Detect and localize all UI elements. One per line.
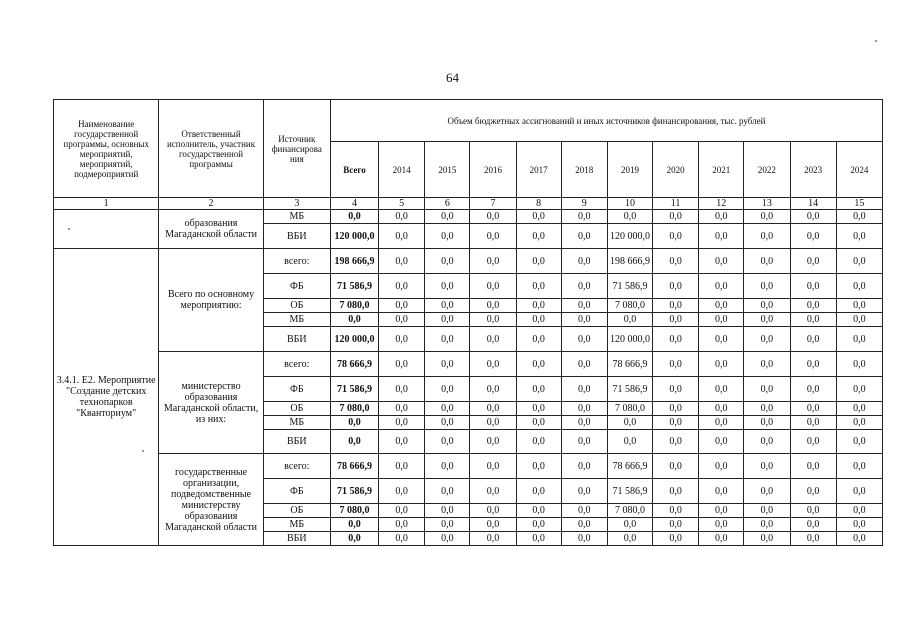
column-number: 11 [653, 198, 699, 210]
year-value-cell: 0,0 [653, 377, 699, 402]
funding-source-cell: ВБИ [263, 224, 330, 249]
total-value-cell: 78 666,9 [330, 454, 378, 479]
year-value-cell: 0,0 [836, 402, 882, 416]
year-value-cell: 0,0 [516, 402, 561, 416]
year-value-cell: 0,0 [790, 313, 836, 327]
year-value-cell: 0,0 [470, 454, 516, 479]
year-value-cell: 0,0 [561, 377, 607, 402]
year-value-cell: 0,0 [379, 454, 425, 479]
column-number: 9 [561, 198, 607, 210]
year-value-cell: 0,0 [470, 299, 516, 313]
year-value-cell: 0,0 [379, 479, 425, 504]
year-value-cell: 0,0 [561, 479, 607, 504]
year-value-cell: 0,0 [790, 299, 836, 313]
year-value-cell: 0,0 [744, 518, 790, 532]
year-value-cell: 0,0 [744, 249, 790, 274]
year-value-cell: 0,0 [425, 504, 470, 518]
year-header: 2016 [470, 142, 516, 198]
year-value-cell: 0,0 [790, 532, 836, 546]
year-value-cell: 0,0 [561, 313, 607, 327]
scan-speck [875, 40, 877, 42]
year-value-cell: 0,0 [470, 313, 516, 327]
total-value-cell: 120 000,0 [330, 327, 378, 352]
year-value-cell: 0,0 [699, 402, 744, 416]
year-value-cell: 0,0 [561, 504, 607, 518]
year-value-cell: 0,0 [744, 327, 790, 352]
year-value-cell: 0,0 [425, 249, 470, 274]
year-value-cell: 0,0 [607, 532, 652, 546]
program-name-cell: 3.4.1. Е2. Мероприятие "Создание детских технопарков "Кванториум" [54, 249, 159, 546]
year-value-cell: 0,0 [653, 532, 699, 546]
year-value-cell: 0,0 [790, 402, 836, 416]
year-header: 2018 [561, 142, 607, 198]
executor-cell: Всего по основному мероприятию: [159, 249, 263, 352]
year-value-cell: 120 000,0 [607, 327, 652, 352]
year-value-cell: 78 666,9 [607, 352, 652, 377]
year-value-cell: 0,0 [561, 430, 607, 454]
funding-source-cell: МБ [263, 416, 330, 430]
year-value-cell: 71 586,9 [607, 377, 652, 402]
funding-source-cell: ФБ [263, 377, 330, 402]
column-number: 3 [263, 198, 330, 210]
year-value-cell: 0,0 [744, 274, 790, 299]
year-value-cell: 0,0 [379, 377, 425, 402]
year-value-cell: 0,0 [699, 479, 744, 504]
year-value-cell: 0,0 [425, 416, 470, 430]
year-header: 2020 [653, 142, 699, 198]
year-value-cell: 0,0 [425, 352, 470, 377]
funding-source-cell: всего: [263, 249, 330, 274]
year-value-cell: 0,0 [744, 313, 790, 327]
column-number: 7 [470, 198, 516, 210]
year-value-cell: 0,0 [744, 532, 790, 546]
year-value-cell: 0,0 [379, 352, 425, 377]
year-header: 2023 [790, 142, 836, 198]
year-value-cell: 0,0 [607, 313, 652, 327]
year-value-cell: 0,0 [425, 313, 470, 327]
year-value-cell: 0,0 [653, 416, 699, 430]
year-header: 2014 [379, 142, 425, 198]
year-value-cell: 0,0 [425, 430, 470, 454]
year-value-cell: 0,0 [653, 299, 699, 313]
year-value-cell: 0,0 [699, 377, 744, 402]
total-value-cell: 7 080,0 [330, 299, 378, 313]
year-value-cell: 0,0 [836, 532, 882, 546]
year-value-cell: 0,0 [836, 299, 882, 313]
year-value-cell: 0,0 [516, 224, 561, 249]
year-value-cell: 0,0 [790, 479, 836, 504]
funding-source-cell: ФБ [263, 479, 330, 504]
year-value-cell: 0,0 [744, 430, 790, 454]
year-value-cell: 0,0 [699, 416, 744, 430]
year-value-cell: 0,0 [744, 299, 790, 313]
year-value-cell: 0,0 [516, 504, 561, 518]
year-header: 2024 [836, 142, 882, 198]
year-value-cell: 0,0 [561, 327, 607, 352]
year-value-cell: 0,0 [470, 274, 516, 299]
executor-cell: образования Магаданской области [159, 210, 263, 249]
year-header: 2017 [516, 142, 561, 198]
year-value-cell: 0,0 [790, 430, 836, 454]
year-value-cell: 0,0 [470, 479, 516, 504]
table-row [54, 454, 883, 479]
year-value-cell: 0,0 [470, 416, 516, 430]
year-value-cell: 0,0 [653, 504, 699, 518]
funding-source-cell: всего: [263, 454, 330, 479]
year-value-cell: 0,0 [744, 402, 790, 416]
funding-source-cell: МБ [263, 518, 330, 532]
year-value-cell: 0,0 [790, 377, 836, 402]
year-value-cell: 0,0 [516, 430, 561, 454]
year-value-cell: 0,0 [744, 416, 790, 430]
year-value-cell: 0,0 [470, 518, 516, 532]
year-value-cell: 0,0 [836, 352, 882, 377]
scan-speck [68, 228, 70, 230]
year-value-cell: 0,0 [379, 313, 425, 327]
year-value-cell: 0,0 [836, 224, 882, 249]
year-value-cell: 0,0 [699, 532, 744, 546]
year-value-cell: 0,0 [379, 504, 425, 518]
year-value-cell: 0,0 [516, 532, 561, 546]
year-header: 2019 [607, 142, 652, 198]
year-value-cell: 0,0 [470, 352, 516, 377]
year-value-cell: 0,0 [836, 430, 882, 454]
column-number: 5 [379, 198, 425, 210]
year-value-cell: 0,0 [790, 210, 836, 224]
year-value-cell: 0,0 [653, 210, 699, 224]
year-value-cell: 0,0 [561, 352, 607, 377]
year-value-cell: 0,0 [744, 454, 790, 479]
year-value-cell: 0,0 [790, 274, 836, 299]
year-header: Всего [330, 142, 378, 198]
total-value-cell: 71 586,9 [330, 377, 378, 402]
year-value-cell: 0,0 [653, 479, 699, 504]
year-value-cell: 7 080,0 [607, 504, 652, 518]
year-value-cell: 0,0 [744, 504, 790, 518]
year-value-cell: 0,0 [379, 210, 425, 224]
year-value-cell: 0,0 [561, 249, 607, 274]
column-number: 12 [699, 198, 744, 210]
year-value-cell: 0,0 [379, 518, 425, 532]
column-number: 14 [790, 198, 836, 210]
year-value-cell: 0,0 [379, 416, 425, 430]
year-value-cell: 0,0 [836, 210, 882, 224]
total-value-cell: 0,0 [330, 416, 378, 430]
year-value-cell: 0,0 [470, 249, 516, 274]
year-value-cell: 0,0 [516, 327, 561, 352]
year-value-cell: 0,0 [379, 430, 425, 454]
year-header: 2021 [699, 142, 744, 198]
total-value-cell: 7 080,0 [330, 504, 378, 518]
header-funding-source: Источник финансирова ния [263, 100, 330, 198]
year-value-cell: 0,0 [561, 454, 607, 479]
year-value-cell: 0,0 [379, 299, 425, 313]
table-row [54, 210, 883, 224]
year-value-cell: 0,0 [425, 299, 470, 313]
year-value-cell: 0,0 [561, 299, 607, 313]
year-value-cell: 0,0 [653, 224, 699, 249]
year-value-cell: 0,0 [653, 518, 699, 532]
total-value-cell: 120 000,0 [330, 224, 378, 249]
year-value-cell: 0,0 [699, 504, 744, 518]
year-value-cell: 0,0 [425, 210, 470, 224]
year-value-cell: 0,0 [699, 249, 744, 274]
year-value-cell: 0,0 [379, 532, 425, 546]
table-body [54, 210, 883, 546]
year-value-cell: 0,0 [516, 210, 561, 224]
executor-cell: министерство образования Магаданской области, из них: [159, 352, 263, 454]
funding-source-cell: ОБ [263, 504, 330, 518]
year-value-cell: 0,0 [425, 224, 470, 249]
year-value-cell: 7 080,0 [607, 299, 652, 313]
header-program-name: Наименование государственной программы, основных мероприятий, мероприятий, подмероприятий [54, 100, 159, 198]
year-value-cell: 0,0 [561, 416, 607, 430]
year-value-cell: 0,0 [836, 313, 882, 327]
year-value-cell: 0,0 [516, 479, 561, 504]
year-value-cell: 120 000,0 [607, 224, 652, 249]
year-value-cell: 0,0 [379, 402, 425, 416]
funding-source-cell: ОБ [263, 402, 330, 416]
table-row [54, 352, 883, 377]
page-number: 64 [446, 70, 459, 85]
funding-source-cell: всего: [263, 352, 330, 377]
year-value-cell: 0,0 [516, 299, 561, 313]
year-value-cell: 0,0 [425, 377, 470, 402]
year-value-cell: 0,0 [699, 299, 744, 313]
year-value-cell: 0,0 [790, 327, 836, 352]
year-value-cell: 0,0 [790, 224, 836, 249]
year-value-cell: 0,0 [470, 327, 516, 352]
year-value-cell: 0,0 [836, 518, 882, 532]
year-value-cell: 0,0 [379, 327, 425, 352]
year-value-cell: 0,0 [836, 416, 882, 430]
year-value-cell: 0,0 [836, 327, 882, 352]
column-number-row [54, 198, 883, 210]
year-value-cell: 0,0 [516, 352, 561, 377]
year-value-cell: 0,0 [470, 504, 516, 518]
year-value-cell: 0,0 [516, 518, 561, 532]
table-row [54, 249, 883, 274]
year-value-cell: 0,0 [653, 274, 699, 299]
header-budget-group: Объем бюджетных ассигнований и иных источников финансирования, тыс. рублей [330, 100, 882, 142]
year-value-cell: 0,0 [607, 518, 652, 532]
year-value-cell: 0,0 [470, 532, 516, 546]
year-value-cell: 0,0 [744, 352, 790, 377]
year-value-cell: 0,0 [561, 518, 607, 532]
year-value-cell: 0,0 [516, 377, 561, 402]
year-value-cell: 0,0 [790, 518, 836, 532]
year-value-cell: 0,0 [653, 402, 699, 416]
year-value-cell: 0,0 [516, 454, 561, 479]
year-value-cell: 0,0 [516, 313, 561, 327]
year-header: 2022 [744, 142, 790, 198]
year-value-cell: 0,0 [470, 224, 516, 249]
year-value-cell: 0,0 [699, 327, 744, 352]
funding-source-cell: ФБ [263, 274, 330, 299]
total-value-cell: 0,0 [330, 313, 378, 327]
funding-source-cell: МБ [263, 210, 330, 224]
column-number: 10 [607, 198, 652, 210]
total-value-cell: 71 586,9 [330, 479, 378, 504]
total-value-cell: 0,0 [330, 210, 378, 224]
year-value-cell: 0,0 [699, 454, 744, 479]
year-value-cell: 0,0 [790, 352, 836, 377]
column-number: 4 [330, 198, 378, 210]
year-value-cell: 0,0 [836, 377, 882, 402]
total-value-cell: 78 666,9 [330, 352, 378, 377]
year-value-cell: 0,0 [561, 402, 607, 416]
year-value-cell: 0,0 [561, 224, 607, 249]
year-value-cell: 0,0 [425, 532, 470, 546]
year-value-cell: 0,0 [699, 274, 744, 299]
year-value-cell: 0,0 [516, 274, 561, 299]
year-value-cell: 0,0 [744, 210, 790, 224]
year-value-cell: 0,0 [379, 274, 425, 299]
year-value-cell: 0,0 [836, 479, 882, 504]
year-value-cell: 0,0 [744, 377, 790, 402]
year-value-cell: 198 666,9 [607, 249, 652, 274]
column-number: 13 [744, 198, 790, 210]
column-number: 2 [159, 198, 263, 210]
funding-source-cell: ОБ [263, 299, 330, 313]
year-value-cell: 0,0 [379, 224, 425, 249]
total-value-cell: 0,0 [330, 518, 378, 532]
year-value-cell: 0,0 [790, 249, 836, 274]
year-value-cell: 0,0 [836, 274, 882, 299]
funding-source-cell: МБ [263, 313, 330, 327]
year-value-cell: 7 080,0 [607, 402, 652, 416]
year-value-cell: 0,0 [836, 504, 882, 518]
year-value-cell: 0,0 [425, 402, 470, 416]
year-value-cell: 0,0 [425, 454, 470, 479]
year-value-cell: 0,0 [425, 479, 470, 504]
year-value-cell: 0,0 [470, 430, 516, 454]
year-value-cell: 0,0 [561, 210, 607, 224]
year-value-cell: 0,0 [790, 454, 836, 479]
funding-source-cell: ВБИ [263, 327, 330, 352]
year-value-cell: 0,0 [470, 210, 516, 224]
year-value-cell: 0,0 [516, 416, 561, 430]
year-value-cell: 0,0 [607, 416, 652, 430]
scan-speck [142, 450, 144, 452]
year-value-cell: 0,0 [561, 274, 607, 299]
year-value-cell: 0,0 [653, 327, 699, 352]
total-value-cell: 0,0 [330, 430, 378, 454]
year-value-cell: 0,0 [699, 210, 744, 224]
year-value-cell: 0,0 [653, 313, 699, 327]
year-value-cell: 0,0 [836, 249, 882, 274]
year-value-cell: 0,0 [653, 249, 699, 274]
year-value-cell: 78 666,9 [607, 454, 652, 479]
year-value-cell: 0,0 [699, 518, 744, 532]
year-value-cell: 0,0 [425, 327, 470, 352]
year-header: 2015 [425, 142, 470, 198]
year-value-cell: 0,0 [744, 224, 790, 249]
year-value-cell: 0,0 [653, 430, 699, 454]
year-value-cell: 0,0 [561, 532, 607, 546]
year-value-cell: 0,0 [699, 352, 744, 377]
year-value-cell: 0,0 [607, 430, 652, 454]
budget-table [53, 99, 883, 546]
year-value-cell: 0,0 [699, 313, 744, 327]
year-value-cell: 0,0 [790, 416, 836, 430]
year-value-cell: 0,0 [425, 274, 470, 299]
year-value-cell: 0,0 [607, 210, 652, 224]
year-value-cell: 0,0 [653, 352, 699, 377]
year-value-cell: 0,0 [653, 454, 699, 479]
year-value-cell: 71 586,9 [607, 274, 652, 299]
year-value-cell: 0,0 [470, 377, 516, 402]
year-value-cell: 0,0 [379, 249, 425, 274]
total-value-cell: 0,0 [330, 532, 378, 546]
year-value-cell: 0,0 [425, 518, 470, 532]
year-value-cell: 71 586,9 [607, 479, 652, 504]
year-value-cell: 0,0 [744, 479, 790, 504]
header-executor: Ответственный исполнитель, участник государственной программы [159, 100, 263, 198]
year-value-cell: 0,0 [470, 402, 516, 416]
executor-cell: государственные организации, подведомственные министерству образования Магаданской области [159, 454, 263, 546]
total-value-cell: 198 666,9 [330, 249, 378, 274]
year-value-cell: 0,0 [516, 249, 561, 274]
column-number: 6 [425, 198, 470, 210]
year-value-cell: 0,0 [699, 224, 744, 249]
column-number: 8 [516, 198, 561, 210]
funding-source-cell: ВБИ [263, 430, 330, 454]
total-value-cell: 71 586,9 [330, 274, 378, 299]
column-number: 1 [54, 198, 159, 210]
year-value-cell: 0,0 [790, 504, 836, 518]
funding-source-cell: ВБИ [263, 532, 330, 546]
total-value-cell: 7 080,0 [330, 402, 378, 416]
year-value-cell: 0,0 [836, 454, 882, 479]
year-value-cell: 0,0 [699, 430, 744, 454]
column-number: 15 [836, 198, 882, 210]
